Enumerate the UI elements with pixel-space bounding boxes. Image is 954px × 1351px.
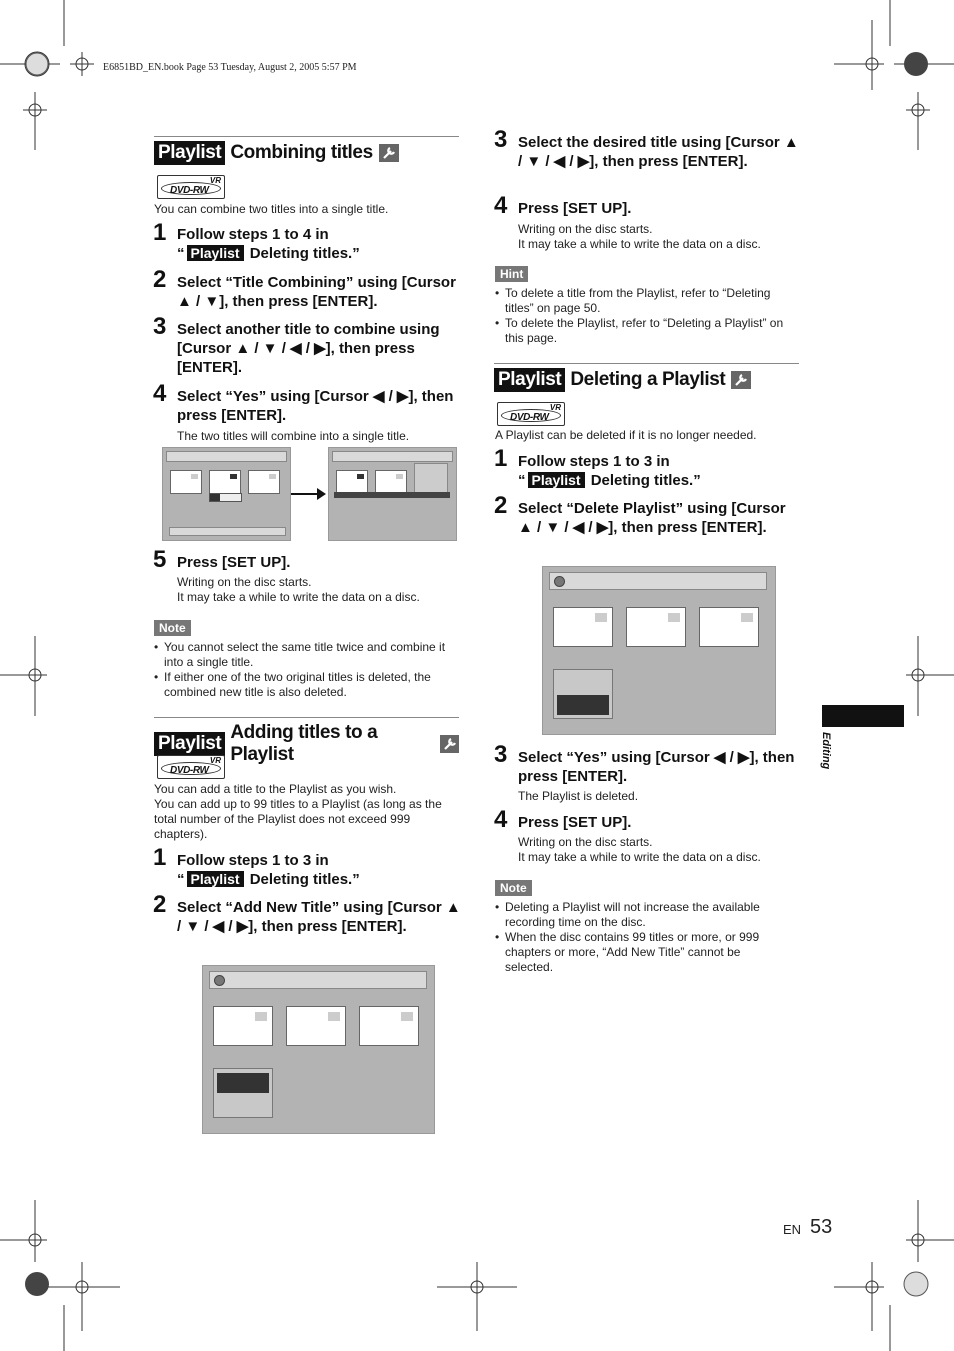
wrench-icon: [379, 144, 399, 162]
intro-text: You can combine two titles into a single title.: [154, 202, 389, 216]
note-list: [495, 900, 785, 975]
section-title: Adding titles to a Playlist: [230, 722, 378, 765]
step-number: 5: [153, 546, 167, 573]
step-text: Press [SET UP].: [177, 554, 291, 571]
step-note: Writing on the disc starts. It may take a while to write the data on a disc.: [518, 835, 761, 864]
side-tab-marker: [822, 705, 904, 727]
wrench-icon: [731, 371, 751, 389]
note-list: [154, 640, 459, 700]
screen-delete-playlist: [542, 566, 776, 735]
intro-text: A Playlist can be deleted if it is no longer needed.: [495, 428, 757, 442]
hint-item: • To delete a title from the Playlist, refer to “Deleting titles” on page 50.: [495, 286, 795, 316]
step-text: Select the desired title using [Cursor ▲ / ▼ / ◀ / ▶], then press [ENTER].: [518, 134, 799, 170]
step-text: Press [SET UP].: [518, 814, 632, 831]
step-text: Select “Yes” using [Cursor ◀ / ▶], then press [ENTER].: [177, 388, 454, 424]
step-number: 1: [153, 844, 167, 871]
screen-add-new-title: [202, 965, 435, 1134]
playlist-badge: Playlist: [494, 368, 565, 392]
footer-lang: EN: [783, 1222, 802, 1237]
section-title: Deleting a Playlist: [570, 369, 726, 390]
arrow-right-icon: [291, 487, 327, 501]
step-text: Press [SET UP].: [518, 200, 632, 217]
step-note: The two titles will combine into a single title.: [177, 429, 410, 443]
dvd-rw-vr-logo: VR DVD-RW: [157, 755, 225, 779]
file-info-header: E6851BD_EN.book Page 53 Tuesday, August 2, 2005 5:57 PM: [103, 62, 357, 73]
playlist-badge-inline: Playlist: [187, 245, 244, 261]
step-text: Follow steps 1 to 4 in “ Playlist Deleting titles.”: [177, 226, 360, 262]
intro-text: You can add a title to the Playlist as you wish. You can add up to 99 titles to a Playlist (as long as the total number of the Playlist does not exceed 999 chapters).: [154, 782, 442, 841]
section-title: Combining titles: [230, 142, 373, 163]
step-number: 2: [153, 266, 167, 293]
step-text: Follow steps 1 to 3 in “ Playlist Deleting titles.”: [518, 453, 701, 489]
step-number: 4: [494, 192, 508, 219]
playlist-badge: Playlist: [154, 141, 225, 165]
step-text: Select another title to combine using [Cursor ▲ / ▼ / ◀ / ▶], then press [ENTER].: [177, 321, 440, 376]
note-item: • Deleting a Playlist will not increase the available recording time on the disc.: [495, 900, 785, 930]
dvd-rw-vr-logo: VR DVD-RW: [497, 402, 565, 426]
step-note: Writing on the disc starts. It may take a while to write the data on a disc.: [518, 222, 761, 251]
step-number: 3: [494, 741, 508, 768]
hint-label: Hint: [495, 266, 528, 282]
hint-list: [495, 286, 795, 346]
step-number: 1: [153, 219, 167, 246]
note-label: Note: [495, 880, 532, 896]
step-text: Select “Add New Title” using [Cursor ▲ / ▼ / ◀ / ▶], then press [ENTER].: [177, 899, 461, 935]
playlist-badge: Playlist: [154, 732, 225, 756]
step-number: 3: [153, 313, 167, 340]
note-item: • You cannot select the same title twice and combine it into a single title.: [154, 640, 459, 670]
section-combining-titles: [154, 136, 459, 165]
step-number: 4: [153, 380, 167, 407]
wrench-icon: [440, 735, 459, 753]
step-text: Select “Title Combining” using [Cursor ▲ / ▼], then press [ENTER].: [177, 274, 456, 310]
step-number: 2: [153, 891, 167, 918]
step-text: Select “Delete Playlist” using [Cursor ▲ / ▼ / ◀ / ▶], then press [ENTER].: [518, 500, 786, 536]
step-note: Writing on the disc starts. It may take a while to write the data on a disc.: [177, 575, 420, 604]
step-number: 1: [494, 445, 508, 472]
note-item: • If either one of the two original titles is deleted, the combined new title is also deleted.: [154, 670, 459, 700]
step-number: 2: [494, 492, 508, 519]
note-label: Note: [154, 620, 191, 636]
section-deleting-playlist: [494, 363, 799, 392]
playlist-badge-inline: Playlist: [528, 472, 585, 488]
step-text: Follow steps 1 to 3 in “ Playlist Deleting titles.”: [177, 852, 360, 888]
hint-item: • To delete the Playlist, refer to “Deleting a Playlist” on this page.: [495, 316, 795, 346]
screen-after: [328, 447, 457, 541]
step-text: Select “Yes” using [Cursor ◀ / ▶], then press [ENTER].: [518, 749, 795, 785]
step-number: 3: [494, 126, 508, 153]
step-note: The Playlist is deleted.: [518, 789, 639, 803]
note-item: • When the disc contains 99 titles or more, or 999 chapters or more, “Add New Title” cannot be selected.: [495, 930, 785, 975]
dvd-rw-vr-logo: VR DVD-RW: [157, 175, 225, 199]
step-number: 4: [494, 806, 508, 833]
side-tab-label: Editing: [820, 732, 832, 770]
playlist-badge-inline: Playlist: [187, 871, 244, 887]
screen-before: [162, 447, 291, 541]
page-number: 53: [810, 1216, 833, 1238]
